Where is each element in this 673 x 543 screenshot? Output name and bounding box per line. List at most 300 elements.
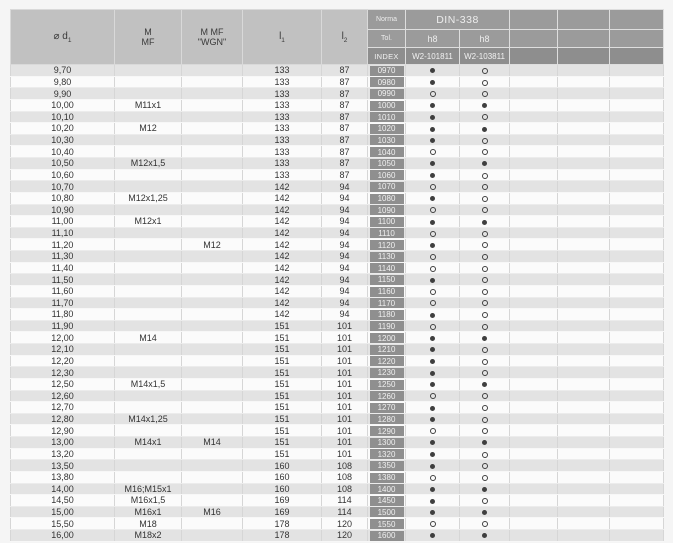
cell-l1: 142: [243, 216, 322, 228]
dot-filled-icon: [430, 127, 435, 132]
cell-d1: 15,00: [11, 506, 115, 518]
cell-l2: 87: [322, 111, 368, 123]
table-row: [11, 355, 664, 367]
index-badge: 1270: [370, 403, 404, 413]
dot-open-icon: [482, 68, 488, 74]
cell-wgn: [182, 530, 243, 542]
cell-w2-101811: [406, 76, 460, 88]
dot-open-icon: [482, 475, 488, 481]
empty-cell: [510, 460, 558, 472]
table-row: [11, 483, 664, 495]
cell-m: M12x1: [115, 216, 182, 228]
cell-m: M14x1,5: [115, 378, 182, 390]
header-l1-base: l: [279, 30, 282, 42]
empty-header-cell: [610, 10, 664, 30]
cell-w2-103811: [460, 437, 510, 449]
cell-wgn: [182, 134, 243, 146]
cell-wgn: [182, 518, 243, 530]
cell-l1: 133: [243, 65, 322, 77]
cell-w2-103811: [460, 274, 510, 286]
empty-cell: [610, 320, 664, 332]
cell-wgn: [182, 495, 243, 507]
dot-filled-icon: [482, 487, 487, 492]
cell-d1: 12,20: [11, 355, 115, 367]
cell-w2-101811: [406, 495, 460, 507]
cell-l1: 133: [243, 99, 322, 111]
cell-l1: 169: [243, 495, 322, 507]
cell-w2-101811: [406, 239, 460, 251]
cell-m: M12x1,25: [115, 192, 182, 204]
cell-w2-101811: [406, 285, 460, 297]
dot-filled-icon: [430, 347, 435, 352]
empty-cell: [558, 134, 610, 146]
dot-filled-icon: [430, 80, 435, 85]
cell-wgn: [182, 76, 243, 88]
empty-cell: [610, 460, 664, 472]
cell-m: M12x1,5: [115, 158, 182, 170]
cell-l2: 101: [322, 355, 368, 367]
dot-filled-icon: [482, 127, 487, 132]
cell-w2-103811: [460, 320, 510, 332]
cell-m: M16x1,5: [115, 495, 182, 507]
dot-open-icon: [482, 254, 488, 260]
index-badge: 1350: [370, 461, 404, 471]
cell-d1: 11,80: [11, 309, 115, 321]
empty-cell: [610, 76, 664, 88]
table-row: [11, 65, 664, 77]
cell-l2: 114: [322, 506, 368, 518]
catalog-table: [10, 9, 664, 542]
dot-open-icon: [482, 393, 488, 399]
dot-open-icon: [482, 114, 488, 120]
empty-cell: [510, 227, 558, 239]
cell-m: [115, 274, 182, 286]
dot-filled-icon: [430, 161, 435, 166]
cell-wgn: [182, 181, 243, 193]
cell-wgn: [182, 355, 243, 367]
cell-d1: 10,70: [11, 181, 115, 193]
cell-index: [368, 123, 406, 135]
cell-d1: 10,90: [11, 204, 115, 216]
cell-l1: 178: [243, 530, 322, 542]
cell-l1: 169: [243, 506, 322, 518]
cell-index: [368, 181, 406, 193]
cell-w2-101811: [406, 506, 460, 518]
empty-cell: [610, 158, 664, 170]
cell-wgn: [182, 251, 243, 263]
empty-header-cell: [610, 30, 664, 48]
cell-d1: 10,10: [11, 111, 115, 123]
dot-filled-icon: [430, 499, 435, 504]
cell-index: [368, 285, 406, 297]
empty-cell: [510, 285, 558, 297]
cell-w2-101811: [406, 146, 460, 158]
empty-cell: [558, 495, 610, 507]
empty-cell: [610, 367, 664, 379]
dot-open-icon: [430, 300, 436, 306]
cell-w2-103811: [460, 506, 510, 518]
cell-l2: 87: [322, 158, 368, 170]
cell-index: [368, 530, 406, 542]
table-row: [11, 251, 664, 263]
cell-d1: 11,60: [11, 285, 115, 297]
cell-w2-103811: [460, 134, 510, 146]
cell-d1: 12,10: [11, 344, 115, 356]
cell-m: M11x1: [115, 99, 182, 111]
cell-m: [115, 111, 182, 123]
empty-cell: [558, 192, 610, 204]
empty-cell: [558, 530, 610, 542]
cell-w2-101811: [406, 99, 460, 111]
empty-cell: [558, 437, 610, 449]
dot-open-icon: [482, 289, 488, 295]
dot-filled-icon: [482, 440, 487, 445]
dot-open-icon: [430, 475, 436, 481]
dot-filled-icon: [430, 115, 435, 120]
index-badge: 0990: [370, 89, 404, 99]
cell-wgn: [182, 367, 243, 379]
empty-cell: [510, 216, 558, 228]
empty-cell: [558, 344, 610, 356]
dot-filled-icon: [430, 278, 435, 283]
table-row: [11, 367, 664, 379]
index-badge: 1250: [370, 380, 404, 390]
cell-d1: 13,20: [11, 448, 115, 460]
empty-cell: [610, 378, 664, 390]
empty-cell: [610, 413, 664, 425]
cell-d1: 12,60: [11, 390, 115, 402]
cell-m: [115, 471, 182, 483]
cell-m: M16x1: [115, 506, 182, 518]
empty-cell: [610, 274, 664, 286]
empty-cell: [510, 204, 558, 216]
cell-wgn: [182, 483, 243, 495]
empty-cell: [610, 227, 664, 239]
dot-open-icon: [482, 80, 488, 86]
table-row: [11, 506, 664, 518]
cell-index: [368, 437, 406, 449]
cell-l2: 120: [322, 518, 368, 530]
cell-l2: 114: [322, 495, 368, 507]
cell-w2-103811: [460, 181, 510, 193]
cell-l1: 151: [243, 413, 322, 425]
cell-d1: 11,50: [11, 274, 115, 286]
empty-cell: [610, 402, 664, 414]
cell-index: [368, 344, 406, 356]
index-badge: 1090: [370, 205, 404, 215]
dot-open-icon: [430, 231, 436, 237]
cell-d1: 11,70: [11, 297, 115, 309]
empty-cell: [558, 506, 610, 518]
index-badge: 1400: [370, 484, 404, 494]
cell-m: M12: [115, 123, 182, 135]
table-row: [11, 471, 664, 483]
cell-m: [115, 285, 182, 297]
cell-l1: 151: [243, 448, 322, 460]
cell-m: [115, 181, 182, 193]
index-badge: 1080: [370, 194, 404, 204]
cell-l1: 133: [243, 169, 322, 181]
index-badge: 1220: [370, 356, 404, 366]
index-badge: 1210: [370, 345, 404, 355]
dot-open-icon: [430, 91, 436, 97]
dot-filled-icon: [430, 417, 435, 422]
dot-open-icon: [430, 149, 436, 155]
empty-cell: [510, 76, 558, 88]
cell-d1: 11,30: [11, 251, 115, 263]
empty-cell: [610, 506, 664, 518]
table-row: [11, 123, 664, 135]
header-h8-2: h8: [460, 30, 510, 48]
cell-d1: 11,10: [11, 227, 115, 239]
cell-m: [115, 390, 182, 402]
cell-w2-101811: [406, 262, 460, 274]
empty-header-cell: [558, 48, 610, 65]
index-badge: 1010: [370, 112, 404, 122]
empty-cell: [610, 99, 664, 111]
dot-filled-icon: [430, 103, 435, 108]
cell-d1: 10,20: [11, 123, 115, 135]
dot-filled-icon: [482, 382, 487, 387]
header-w2-101811: W2-101811: [406, 48, 460, 65]
empty-cell: [510, 332, 558, 344]
cell-m: [115, 76, 182, 88]
cell-w2-103811: [460, 309, 510, 321]
cell-w2-101811: [406, 251, 460, 263]
empty-cell: [610, 518, 664, 530]
header-index-label: INDEX: [368, 48, 406, 65]
cell-w2-101811: [406, 297, 460, 309]
cell-w2-103811: [460, 530, 510, 542]
cell-wgn: [182, 471, 243, 483]
cell-m: [115, 169, 182, 181]
cell-wgn: [182, 402, 243, 414]
cell-w2-103811: [460, 518, 510, 530]
empty-cell: [610, 65, 664, 77]
cell-w2-103811: [460, 99, 510, 111]
cell-d1: 12,80: [11, 413, 115, 425]
empty-cell: [610, 134, 664, 146]
cell-l2: 120: [322, 530, 368, 542]
cell-m: [115, 239, 182, 251]
table-row: [11, 169, 664, 181]
cell-w2-103811: [460, 123, 510, 135]
empty-cell: [558, 309, 610, 321]
cell-d1: 11,20: [11, 239, 115, 251]
empty-cell: [510, 99, 558, 111]
cell-l1: 151: [243, 332, 322, 344]
cell-index: [368, 76, 406, 88]
cell-wgn: [182, 285, 243, 297]
index-badge: 1550: [370, 519, 404, 529]
cell-w2-103811: [460, 425, 510, 437]
index-badge: 1170: [370, 298, 404, 308]
cell-l1: 142: [243, 227, 322, 239]
cell-l1: 178: [243, 518, 322, 530]
cell-l2: 108: [322, 483, 368, 495]
index-badge: 1070: [370, 182, 404, 192]
table-row: [11, 320, 664, 332]
dot-filled-icon: [430, 138, 435, 143]
cell-w2-103811: [460, 390, 510, 402]
cell-wgn: [182, 111, 243, 123]
empty-cell: [510, 425, 558, 437]
dot-filled-icon: [430, 68, 435, 73]
cell-d1: 11,90: [11, 320, 115, 332]
empty-cell: [558, 460, 610, 472]
dot-open-icon: [430, 324, 436, 330]
empty-cell: [510, 471, 558, 483]
cell-d1: 10,60: [11, 169, 115, 181]
table-row: [11, 111, 664, 123]
empty-cell: [510, 262, 558, 274]
cell-w2-103811: [460, 285, 510, 297]
dot-filled-icon: [430, 313, 435, 318]
cell-wgn: [182, 309, 243, 321]
cell-index: [368, 239, 406, 251]
cell-w2-101811: [406, 402, 460, 414]
dot-filled-icon: [430, 359, 435, 364]
cell-m: [115, 425, 182, 437]
dot-open-icon: [482, 207, 488, 213]
dot-filled-icon: [430, 371, 435, 376]
empty-cell: [558, 251, 610, 263]
empty-cell: [510, 518, 558, 530]
cell-wgn: [182, 425, 243, 437]
cell-l2: 87: [322, 99, 368, 111]
cell-index: [368, 146, 406, 158]
cell-l1: 142: [243, 297, 322, 309]
cell-m: [115, 204, 182, 216]
header-m-mf-wgn: [182, 10, 243, 65]
cell-index: [368, 378, 406, 390]
cell-l2: 101: [322, 344, 368, 356]
cell-index: [368, 320, 406, 332]
empty-cell: [558, 65, 610, 77]
table-row: [11, 437, 664, 449]
table-row: [11, 495, 664, 507]
index-badge: 1060: [370, 170, 404, 180]
cell-wgn: [182, 146, 243, 158]
cell-w2-101811: [406, 88, 460, 100]
cell-index: [368, 192, 406, 204]
cell-d1: 16,00: [11, 530, 115, 542]
cell-l2: 94: [322, 285, 368, 297]
empty-cell: [610, 251, 664, 263]
diameter-symbol-label: ⌀ d: [53, 30, 68, 42]
cell-wgn: [182, 192, 243, 204]
cell-w2-103811: [460, 158, 510, 170]
empty-cell: [558, 518, 610, 530]
cell-l1: 151: [243, 390, 322, 402]
header-m-line2: MF: [141, 37, 155, 47]
cell-w2-101811: [406, 216, 460, 228]
cell-l2: 94: [322, 227, 368, 239]
dot-filled-icon: [430, 243, 435, 248]
cell-d1: 10,40: [11, 146, 115, 158]
empty-cell: [558, 76, 610, 88]
empty-cell: [610, 425, 664, 437]
dot-open-icon: [482, 173, 488, 179]
cell-w2-103811: [460, 344, 510, 356]
empty-cell: [510, 111, 558, 123]
index-badge: 1600: [370, 531, 404, 541]
cell-w2-101811: [406, 181, 460, 193]
cell-w2-101811: [406, 518, 460, 530]
cell-w2-103811: [460, 88, 510, 100]
empty-cell: [510, 320, 558, 332]
dot-filled-icon: [430, 220, 435, 225]
cell-l2: 108: [322, 460, 368, 472]
cell-index: [368, 297, 406, 309]
empty-cell: [610, 181, 664, 193]
empty-cell: [610, 390, 664, 402]
header-wgn-line2: "WGN": [197, 37, 227, 47]
index-badge: 1130: [370, 252, 404, 262]
cell-w2-101811: [406, 134, 460, 146]
index-badge: 1200: [370, 333, 404, 343]
index-badge: 1290: [370, 426, 404, 436]
index-badge: 1050: [370, 159, 404, 169]
cell-l1: 160: [243, 460, 322, 472]
dot-filled-icon: [430, 487, 435, 492]
cell-w2-101811: [406, 367, 460, 379]
empty-cell: [558, 99, 610, 111]
dot-filled-icon: [430, 406, 435, 411]
empty-cell: [510, 239, 558, 251]
cell-l2: 101: [322, 390, 368, 402]
cell-wgn: M12: [182, 239, 243, 251]
empty-cell: [610, 355, 664, 367]
empty-cell: [510, 309, 558, 321]
empty-cell: [558, 204, 610, 216]
cell-l1: 133: [243, 146, 322, 158]
cell-wgn: [182, 332, 243, 344]
cell-m: M14x1: [115, 437, 182, 449]
dot-open-icon: [482, 324, 488, 330]
cell-l1: 133: [243, 111, 322, 123]
empty-cell: [558, 227, 610, 239]
cell-d1: 12,00: [11, 332, 115, 344]
cell-l1: 160: [243, 483, 322, 495]
cell-l1: 133: [243, 158, 322, 170]
header-tol-label: Tol.: [368, 30, 406, 48]
cell-w2-101811: [406, 390, 460, 402]
table-row: [11, 344, 664, 356]
cell-w2-103811: [460, 111, 510, 123]
dot-filled-icon: [482, 161, 487, 166]
empty-cell: [510, 274, 558, 286]
cell-m: [115, 309, 182, 321]
empty-cell: [510, 355, 558, 367]
cell-l1: 133: [243, 134, 322, 146]
cell-m: [115, 297, 182, 309]
dot-open-icon: [482, 498, 488, 504]
cell-m: M14: [115, 332, 182, 344]
dot-filled-icon: [430, 510, 435, 515]
cell-wgn: M14: [182, 437, 243, 449]
empty-cell: [558, 471, 610, 483]
empty-cell: [558, 262, 610, 274]
dot-open-icon: [482, 231, 488, 237]
empty-cell: [558, 88, 610, 100]
cell-w2-103811: [460, 204, 510, 216]
cell-d1: 13,80: [11, 471, 115, 483]
cell-d1: 12,30: [11, 367, 115, 379]
cell-d1: 10,80: [11, 192, 115, 204]
index-badge: 1380: [370, 473, 404, 483]
cell-d1: 15,50: [11, 518, 115, 530]
